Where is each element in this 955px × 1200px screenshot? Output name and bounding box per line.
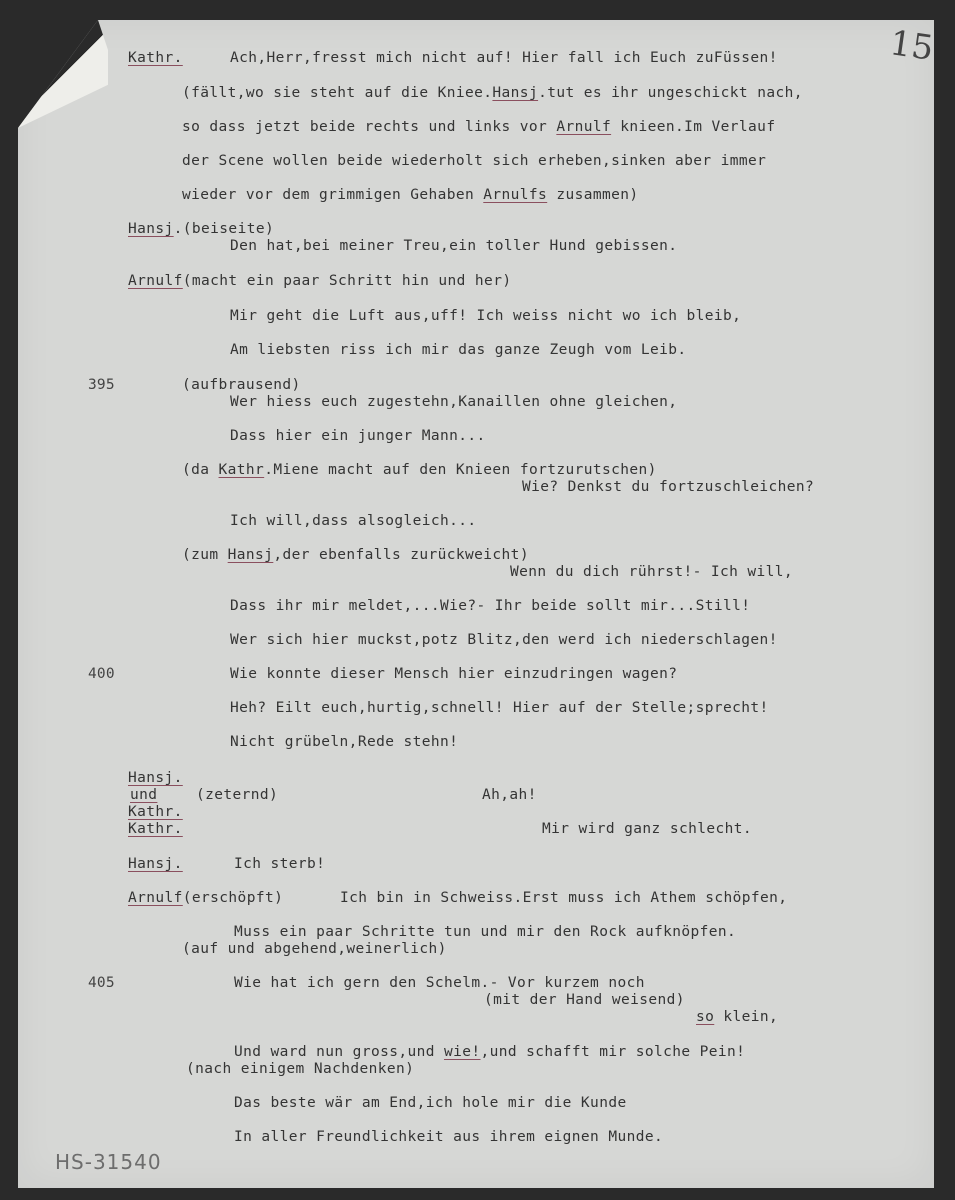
speaker-hansj: Hansj.(beiseite) (128, 221, 275, 237)
dialogue-line: Und ward nun gross,und wie!,und schafft mir solche Pein! (234, 1044, 746, 1060)
character-ref: Arnulf (556, 119, 612, 135)
dialogue-line: Das beste wär am End,ich hole mir die Kunde (234, 1095, 627, 1111)
speaker-name: Kathr. (128, 50, 183, 66)
dialogue-line: Dass hier ein junger Mann... (230, 428, 486, 444)
page-number: 15 (887, 23, 936, 69)
stage-direction: (aufbrausend) (182, 377, 301, 393)
dialogue-line: Ach,Herr,fresst mich nicht auf! Hier fall ich Euch zuFüssen! (230, 50, 778, 66)
dialogue-line: Mir geht die Luft aus,uff! Ich weiss nicht wo ich bleib, (230, 308, 742, 324)
dialogue-line: In aller Freundlichkeit aus ihrem eignen Munde. (234, 1129, 664, 1145)
speaker-kathr (128, 50, 183, 66)
stage-direction: so dass jetzt beide rechts und links vor Arnulf knieen.Im Verlauf (182, 119, 776, 135)
character-ref: Kathr (218, 462, 265, 478)
dialogue-line: Wenn du dich rührst!- Ich will, (510, 564, 794, 580)
dialogue-line: Wie? Denkst du fortzuschleichen? (522, 479, 815, 495)
stage-direction: wieder vor dem grimmigen Gehaben Arnulfs zusammen) (182, 187, 639, 203)
speaker-joiner: und (130, 787, 158, 803)
dialogue-line: Wie hat ich gern den Schelm.- Vor kurzem noch (234, 975, 645, 991)
character-ref: Hansj (492, 85, 539, 101)
speaker-arnulf: Arnulf(erschöpft) (128, 890, 284, 906)
stage-direction: (zeternd) (196, 787, 279, 803)
speaker-name: Arnulf (128, 890, 183, 906)
dialogue-line: Am liebsten riss ich mir das ganze Zeugh vom Leib. (230, 342, 687, 358)
dialogue-line: Wer hiess euch zugestehn,Kanaillen ohne gleichen, (230, 394, 678, 410)
speaker-name: Arnulf (128, 273, 183, 289)
stage-direction: (nach einigem Nachdenken) (186, 1061, 415, 1077)
dialogue-line: Muss ein paar Schritte tun und mir den Rock aufknöpfen. (234, 924, 737, 940)
character-ref: Hansj (227, 547, 274, 563)
dialogue-line: so klein, (696, 1009, 779, 1025)
dialogue-line: Wer sich hier muckst,potz Blitz,den werd ich niederschlagen! (230, 632, 778, 648)
stage-direction: (da Kathr.Miene macht auf den Knieen fortzurutschen) (182, 462, 657, 478)
stage-direction: (zum Hansj,der ebenfalls zurückweicht) (182, 547, 529, 563)
speaker-name: Kathr. (128, 804, 183, 820)
speaker-name: Hansj. (128, 856, 183, 872)
dialogue-line: Den hat,bei meiner Treu,ein toller Hund gebissen. (230, 238, 678, 254)
dialogue-line: Mir wird ganz schlecht. (542, 821, 752, 837)
dialogue-line: Ich will,dass alsogleich... (230, 513, 477, 529)
character-ref: Arnulfs (483, 187, 548, 203)
archive-number: HS-31540 (55, 1150, 162, 1174)
dialogue-line: Nicht grübeln,Rede stehn! (230, 734, 459, 750)
line-number: 400 (88, 666, 115, 682)
stage-direction: (fällt,wo sie steht auf die Kniee.Hansj.tut es ihr ungeschickt nach, (182, 85, 803, 101)
stage-direction: der Scene wollen beide wiederholt sich erheben,sinken aber immer (182, 153, 767, 169)
stage-direction: (auf und abgehend,weinerlich) (182, 941, 447, 957)
dialogue-line: Dass ihr mir meldet,...Wie?- Ihr beide sollt mir...Still! (230, 598, 751, 614)
speaker-arnulf: Arnulf(macht ein paar Schritt hin und her) (128, 273, 512, 289)
speaker-name: Kathr. (128, 821, 183, 837)
line-number: 405 (88, 975, 115, 991)
speaker-name: Hansj (128, 221, 174, 237)
speaker-hansj (128, 770, 183, 786)
speaker-name: Hansj. (128, 770, 183, 786)
speaker-kathr (128, 804, 183, 820)
speaker-kathr (128, 821, 183, 837)
speaker-hansj (128, 856, 183, 872)
dialogue-line: Ich sterb! (234, 856, 326, 872)
stage-direction: (mit der Hand weisend) (484, 992, 685, 1008)
dialogue-line: Wie konnte dieser Mensch hier einzudringen wagen? (230, 666, 678, 682)
dialogue-line: Ich bin in Schweiss.Erst muss ich Athem schöpfen, (340, 890, 788, 906)
line-number: 395 (88, 377, 115, 393)
dialogue-line: Ah,ah! (482, 787, 537, 803)
dialogue-line: Heh? Eilt euch,hurtig,schnell! Hier auf der Stelle;sprecht! (230, 700, 769, 716)
